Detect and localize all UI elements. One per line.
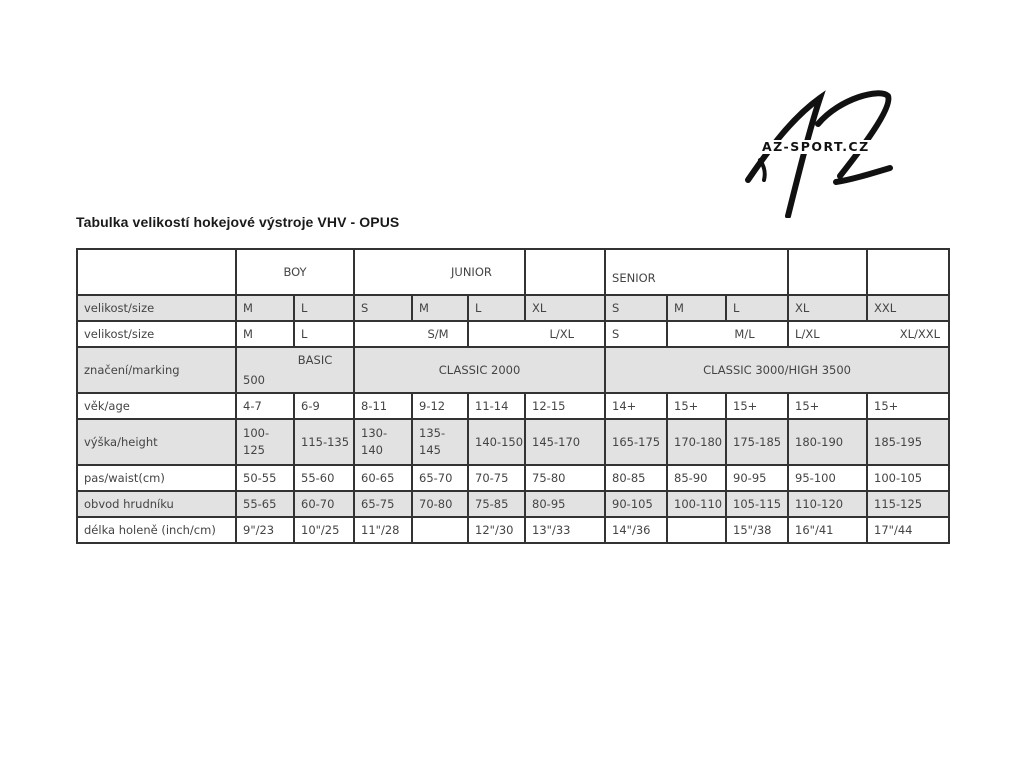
table-cell: 130-140: [354, 419, 412, 465]
row-label: výška/height: [77, 419, 236, 465]
table-cell: 15+: [667, 393, 726, 419]
table-cell: 145-170: [525, 419, 605, 465]
table-cell: 165-175: [605, 419, 667, 465]
table-cell: 170-180: [667, 419, 726, 465]
table-cell: M: [236, 295, 294, 321]
table-cell: 15+: [788, 393, 867, 419]
row-label: pas/waist(cm): [77, 465, 236, 491]
marking-classic-cell: CLASSIC 2000: [354, 347, 605, 393]
table-cell: 12"/30: [468, 517, 525, 543]
table-cell: 11-14: [468, 393, 525, 419]
marking-basic-bottom: 500: [243, 373, 265, 387]
table-cell: S: [354, 295, 412, 321]
page-title: Tabulka velikostí hokejové výstroje VHV - OPUS: [76, 214, 400, 230]
table-cell: 4-7: [236, 393, 294, 419]
table-cell: M: [236, 321, 294, 347]
marking-high-cell: CLASSIC 3000/HIGH 3500: [605, 347, 949, 393]
table-cell: [412, 517, 468, 543]
table-cell: L: [294, 295, 354, 321]
table-cell: 180-190: [788, 419, 867, 465]
header-senior: SENIOR: [605, 249, 788, 295]
table-cell: 60-70: [294, 491, 354, 517]
table-cell: 75-80: [525, 465, 605, 491]
table-cell: 115-125: [867, 491, 949, 517]
table-cell: 80-95: [525, 491, 605, 517]
table-cell: M: [412, 295, 468, 321]
table-cell: L/XL: [468, 321, 605, 347]
table-cell: M/L: [667, 321, 788, 347]
table-cell: 15"/38: [726, 517, 788, 543]
az-sport-logo: [740, 88, 900, 218]
table-cell: 70-80: [412, 491, 468, 517]
table-cell: 70-75: [468, 465, 525, 491]
table-cell: L: [294, 321, 354, 347]
table-cell: 55-65: [236, 491, 294, 517]
table-cell-left: L/XL: [795, 327, 820, 341]
table-row: [77, 393, 949, 419]
table-cell: 75-85: [468, 491, 525, 517]
table-cell: 14"/36: [605, 517, 667, 543]
table-cell: 135-145: [412, 419, 468, 465]
table-cell: 11"/28: [354, 517, 412, 543]
table-row: [77, 517, 949, 543]
logo-text: AZ-SPORT.CZ: [762, 139, 870, 154]
header-empty-cell: [867, 249, 949, 295]
table-cell: M: [667, 295, 726, 321]
table-cell: 185-195: [867, 419, 949, 465]
table-row: [77, 491, 949, 517]
table-row: [77, 465, 949, 491]
table-cell: 8-11: [354, 393, 412, 419]
table-cell: 110-120: [788, 491, 867, 517]
table-cell: 65-75: [354, 491, 412, 517]
table-cell: 16"/41: [788, 517, 867, 543]
table-cell: 14+: [605, 393, 667, 419]
row-label: velikost/size: [77, 321, 236, 347]
table-cell: XXL: [867, 295, 949, 321]
row-label: obvod hrudníku: [77, 491, 236, 517]
table-cell: 140-150: [468, 419, 525, 465]
table-cell: [667, 517, 726, 543]
table-cell: 6-9: [294, 393, 354, 419]
header-boy: BOY: [236, 249, 354, 295]
table-cell: 115-135: [294, 419, 354, 465]
header-junior: JUNIOR: [354, 249, 525, 295]
table-cell: [788, 321, 949, 347]
table-cell: S: [605, 321, 667, 347]
table-cell: 80-85: [605, 465, 667, 491]
row-label: velikost/size: [77, 295, 236, 321]
row-label: délka holeně (inch/cm): [77, 517, 236, 543]
table-cell: S/M: [354, 321, 468, 347]
table-cell: 60-65: [354, 465, 412, 491]
table-cell: 17"/44: [867, 517, 949, 543]
table-cell: 90-95: [726, 465, 788, 491]
table-cell: S: [605, 295, 667, 321]
table-cell: 90-105: [605, 491, 667, 517]
table-row: [77, 295, 949, 321]
table-cell: 85-90: [667, 465, 726, 491]
table-cell: 65-70: [412, 465, 468, 491]
size-table: [76, 248, 950, 544]
table-cell: 100-105: [867, 465, 949, 491]
table-cell: XL: [525, 295, 605, 321]
table-cell: XL: [788, 295, 867, 321]
table-cell: 9"/23: [236, 517, 294, 543]
table-cell: 9-12: [412, 393, 468, 419]
table-cell: 175-185: [726, 419, 788, 465]
table-row: [77, 321, 949, 347]
table-cell: 100-110: [667, 491, 726, 517]
table-row: [77, 347, 949, 393]
table-cell: 50-55: [236, 465, 294, 491]
table-cell: 95-100: [788, 465, 867, 491]
table-cell: 12-15: [525, 393, 605, 419]
table-cell: 15+: [867, 393, 949, 419]
table-cell-right: XL/XXL: [899, 327, 941, 341]
header-empty-cell: [77, 249, 236, 295]
header-empty-cell: [525, 249, 605, 295]
row-label: značení/marking: [77, 347, 236, 393]
table-row: [77, 419, 949, 465]
table-cell: 105-115: [726, 491, 788, 517]
row-label: věk/age: [77, 393, 236, 419]
header-empty-cell: [788, 249, 867, 295]
marking-basic-cell: [236, 347, 354, 393]
table-cell: 15+: [726, 393, 788, 419]
table-cell: L: [726, 295, 788, 321]
table-cell: 100-125: [236, 419, 294, 465]
table-cell: 10"/25: [294, 517, 354, 543]
table-header-row: [77, 249, 949, 295]
table-cell: 55-60: [294, 465, 354, 491]
table-cell: 13"/33: [525, 517, 605, 543]
marking-basic-top: BASIC: [297, 353, 333, 367]
table-cell: L: [468, 295, 525, 321]
